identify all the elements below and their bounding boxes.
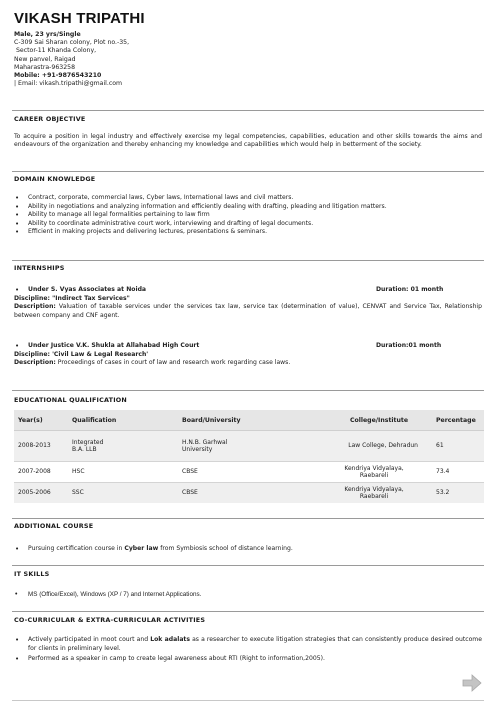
table-cell: 2007-2008 [14,462,68,483]
divider [12,171,484,172]
arrow-right-icon[interactable] [462,674,482,692]
table-cell: 73.4 [432,462,484,483]
internship-duration: Duration:01 month [376,342,442,349]
list-item: • Pursuing certification course in Cyber law from Symbiosis school of distance learning. [15,545,293,553]
divider [12,518,484,519]
table-cell: Kendriya Vidyalaya, Raebareli [326,483,432,504]
address-line-3: New panvel, Raigad [14,55,76,63]
divider [12,260,484,261]
address-line-2: Sector-11 Khanda Colony, [14,47,97,55]
cocurricular-list [14,636,482,664]
table-cell: SSC [68,483,178,504]
column-header: College/Institute [326,410,432,431]
bullet-icon: • [15,211,20,220]
table-cell: Law College, Dehradun [326,431,432,462]
list-item: • MS (Office/Excel), Windows (XP / 7) and Internet Applications. [15,591,202,598]
internship-2 [14,342,482,368]
list-item: • Efficient in making projects and delivering lectures, presentations & seminars. [15,228,268,237]
internship-duration: Duration: 01 month [376,286,444,293]
section-title-career: CAREER OBJECTIVE [14,115,86,123]
education-table [14,410,484,503]
table-cell: CBSE [178,462,326,483]
table-cell: 53.2 [432,483,484,504]
section-title-cocurricular: CO-CURRICULAR & EXTRA-CURRICULAR ACTIVITIES [14,616,206,624]
divider [12,565,484,566]
column-header: Percentage [432,410,484,431]
internship-discipline: Discipline: "Indirect Tax Services" [14,294,130,302]
internship-1 [14,286,482,320]
table-cell: 2005-2006 [14,483,68,504]
section-title-it: IT SKILLS [14,570,50,578]
list-item: • Ability to coordinate administrative court work, interviewing and drafting of legal documents. [15,219,314,228]
address-line-4: Maharastra-963258 [14,63,76,71]
table-header-row [14,410,484,431]
divider [12,700,484,701]
candidate-name: VIKASH TRIPATHI [14,10,145,27]
bullet-icon: • [15,591,18,598]
career-objective-text: To acquire a position in legal industry and effectively exercise my legal competencies, capabilities, education and other skills towards the aims and endeavours of the organization and thereby enhancing my knowledge and capabilities which would help in betterment of the society. [14,133,482,149]
internship-description: Description: Valuation of taxable services under the services tax law, service tax (determination of value), CENVAT and Service Tax, Relationship between company and CNF agent. [14,303,482,319]
section-title-domain: DOMAIN KNOWLEDGE [14,175,96,183]
table-row [14,483,484,504]
table-row [14,431,484,462]
table-cell: CBSE [178,483,326,504]
bullet-icon: • [15,228,20,237]
bullet-icon: • [15,636,20,644]
table-row [14,462,484,483]
table-cell: HSC [68,462,178,483]
section-title-education: EDUCATIONAL QUALIFICATION [14,396,127,404]
resume-header [14,10,484,88]
list-item: • Contract, corporate, commercial laws, Cyber laws, International laws and civil matters. [15,194,294,202]
personal-info: Male, 23 yrs/Single [14,31,81,38]
domain-list [14,194,482,237]
bullet-icon: • [15,342,20,350]
additional-list [14,545,482,554]
table-cell: H.N.B. Garhwal University [178,431,326,462]
bullet-icon: • [15,286,20,294]
internship-head: • Under Justice V.K. Shukla at Allahabad High Court Duration:01 month [15,342,442,350]
table-cell: Integrated B.A. LLB [68,431,178,462]
table-cell: 61 [432,431,484,462]
list-item: • Actively participated in moot court and Lok adalats as a researcher to execute litigation strategies that can consistently produce desired outcome for clients in preliminary level. [15,636,482,652]
list-item: • Performed as a speaker in camp to create legal awareness about RTI (Right to information,2005). [15,655,325,664]
list-item: • Ability in negotiations and analyzing information and efficiently dealing with drafting, pleading and litigation matters. [15,202,387,211]
section-title-internships: INTERNSHIPS [14,264,65,272]
bullet-icon: • [15,194,20,202]
divider [12,611,484,612]
internship-discipline: Discipline: 'Civil Law & Legal Research' [14,350,149,358]
bullet-icon: • [15,219,20,228]
list-item: • Ability to manage all legal formalities pertaining to law firm [15,211,210,220]
divider [12,390,484,391]
mobile-number: Mobile: +91-9876543210 [14,72,102,80]
it-list [14,591,482,600]
column-header: Qualification [68,410,178,431]
table-cell: 2008-2013 [14,431,68,462]
email-address[interactable]: | Email: vikash.tripathi@gmail.com [14,80,123,88]
bullet-icon: • [15,202,20,211]
address-line-1: C-309 Sai Sharan colony, Plot no.-35, [14,39,130,47]
internship-head: • Under S. Vyas Associates at Noida Duration: 01 month [15,286,444,294]
column-header: Year(s) [14,410,68,431]
table-cell: Kendriya Vidyalaya, Raebareli [326,462,432,483]
bullet-icon: • [15,545,20,553]
bullet-icon: • [15,655,20,664]
column-header: Board/University [178,410,326,431]
internship-description: Description: Proceedings of cases in court of law and research work regarding case laws. [14,359,291,367]
section-title-additional: ADDITIONAL COURSE [14,522,94,530]
divider [12,110,484,111]
